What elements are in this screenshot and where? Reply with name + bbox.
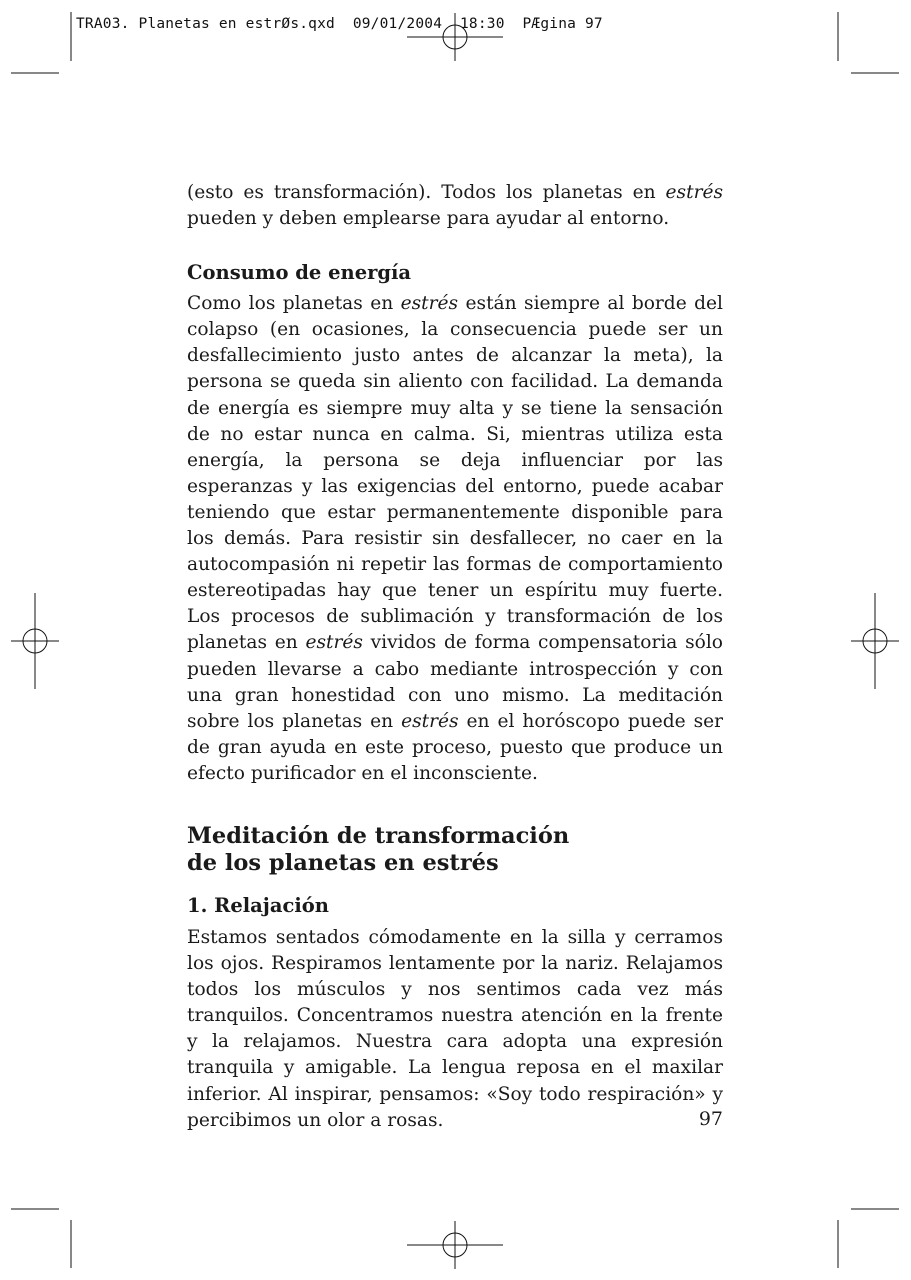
heading-relaxation: 1. Relajación — [187, 893, 329, 917]
registration-mark-top — [407, 13, 503, 61]
relaxation-paragraph: Estamos sentados cómodamente en la silla y cerramos los ojos. Respiramos lentamente por la nariz. Relajamos todos los músculos y nos sentimos cada vez más tranquilos. Concentramos nuestra atención en la frente y la relajamos. Nuestra cara adopta una expresión tranquila y amigable. La lengua reposa en el maxilar inferior. Al inspirar, pensamos: «Soy todo respiración» y percibimos un olor a rosas. — [187, 926, 723, 1131]
intro-paragraph: (esto es transformación). Todos los planetas en estrés pueden y deben emplearse para ayudar al entorno. — [187, 182, 723, 230]
page-body — [187, 180, 723, 1134]
energy-paragraph: Como los planetas en estrés están siempre al borde del colapso (en ocasiones, la consecuencia puede ser un desfallecimiento justo antes de alcanzar la meta), la persona se queda sin aliento con facilidad. La demanda de energía es siempre muy alta y se tiene la sensación de no estar nunca en calma. Si, mientras utiliza esta energía, la persona se deja influenciar por las esperanzas y las exigencias del entorno, puede acabar teniendo que estar permanentemente disponible para los demás. Para resistir sin desfallecer, no caer en la autocompasión ni repetir las formas de comportamiento estereotipadas hay que tener un espíritu muy fuerte. Los procesos de sublimación y transformación de los planetas en estrés vividos de forma compensatoria sólo pueden llevarse a cabo mediante introspección y con una gran honestidad con uno mismo. La meditación sobre los planetas en estrés en el horóscopo puede ser de gran ayuda en este proceso, puesto que produce un efecto purificador en el inconsciente. — [187, 293, 724, 784]
registration-mark-bottom — [407, 1221, 503, 1269]
heading-meditation: Meditación de transformación de los planetas en estrés — [187, 822, 570, 876]
registration-mark-right — [851, 593, 899, 689]
registration-mark-left — [11, 593, 59, 689]
heading-energy: Consumo de energía — [187, 261, 412, 285]
printer-slug-line: TRA03. Planetas en estrØs.qxd 09/01/2004 18:30 PÆgina 97 — [76, 16, 603, 32]
page-number: 97 — [698, 1108, 723, 1130]
